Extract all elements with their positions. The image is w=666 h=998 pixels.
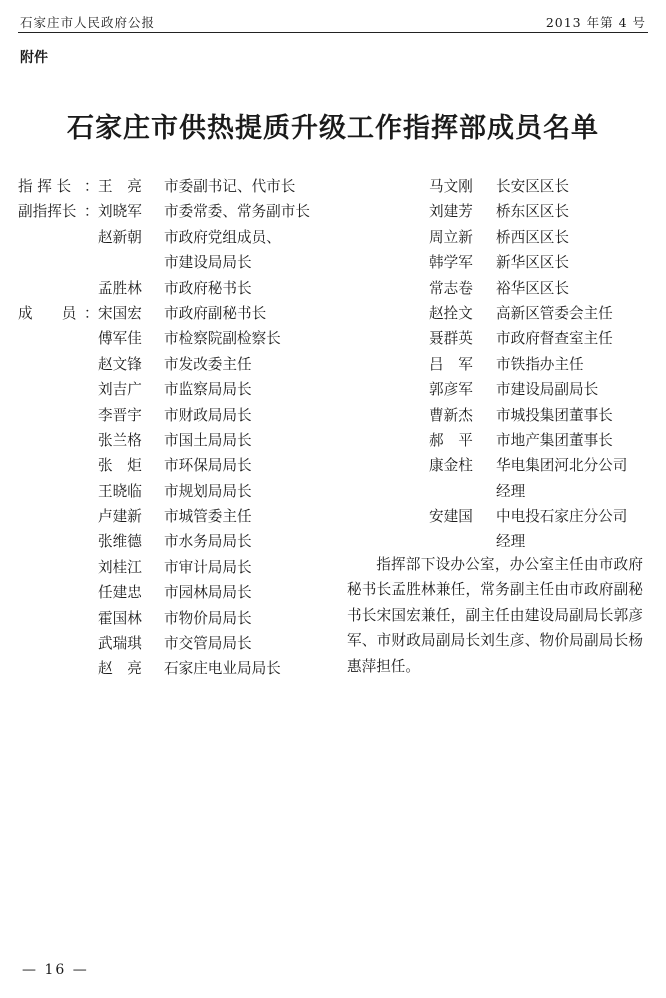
member-row xyxy=(18,504,338,529)
member-row xyxy=(347,479,647,504)
member-name: 宋国宏 xyxy=(98,304,142,322)
member-row xyxy=(18,403,338,428)
role-label: 成 员 ： xyxy=(18,304,99,322)
member-position: 市城管委主任 xyxy=(164,508,252,526)
member-name: 张维德 xyxy=(98,533,142,551)
member-position: 市交管局局长 xyxy=(164,635,252,653)
member-name: 安建国 xyxy=(429,508,473,526)
member-name: 吕 军 xyxy=(429,355,473,373)
member-row xyxy=(18,250,338,275)
member-name: 赵 亮 xyxy=(98,660,142,678)
member-row xyxy=(18,555,338,580)
member-position: 市国土局局长 xyxy=(164,431,252,449)
member-position: 市检察院副检察长 xyxy=(164,330,281,348)
member-position: 市建设局副局长 xyxy=(496,381,599,399)
member-name: 武瑞琪 xyxy=(98,635,142,653)
member-row xyxy=(18,352,338,377)
page-header xyxy=(0,0,666,36)
member-name: 刘吉广 xyxy=(98,381,142,399)
role-label: 指 挥 长 ： xyxy=(18,178,99,195)
member-position: 市物价局局长 xyxy=(164,609,252,627)
member-row xyxy=(18,479,338,504)
member-name: 卢建新 xyxy=(98,508,142,526)
member-name: 马文刚 xyxy=(429,178,473,195)
member-row xyxy=(347,174,647,199)
member-position: 市环保局局长 xyxy=(164,457,252,475)
member-name: 曹新杰 xyxy=(429,406,473,424)
member-row xyxy=(18,453,338,478)
member-name: 孟胜林 xyxy=(98,279,142,297)
role-label: 副指挥长 ： xyxy=(18,203,99,221)
member-name: 刘桂江 xyxy=(98,558,142,576)
attachment-label: 附件 xyxy=(20,50,48,66)
member-name: 王晓临 xyxy=(98,482,142,500)
document-title: 石家庄市供热提质升级工作指挥部成员名单 xyxy=(67,113,599,144)
member-row xyxy=(18,631,338,656)
member-name: 聂群英 xyxy=(429,330,473,348)
member-position: 市规划局局长 xyxy=(164,482,252,500)
member-row xyxy=(347,301,647,326)
member-position: 市委常委、常务副市长 xyxy=(164,203,310,221)
member-position: 经理 xyxy=(496,482,526,500)
member-name: 赵新朝 xyxy=(98,228,142,246)
member-name: 傅军佳 xyxy=(98,330,142,348)
member-position: 市委副书记、代市长 xyxy=(164,178,296,195)
member-name: 刘晓军 xyxy=(98,203,142,221)
member-row xyxy=(18,529,338,554)
member-position: 市审计局局长 xyxy=(164,558,252,576)
member-position: 市政府秘书长 xyxy=(164,279,252,297)
header-rule xyxy=(18,32,648,33)
member-name: 韩学军 xyxy=(429,254,473,272)
member-position: 石家庄电业局局长 xyxy=(164,660,281,678)
member-row xyxy=(347,428,647,453)
member-position: 市发改委主任 xyxy=(164,355,252,373)
member-row xyxy=(347,276,647,301)
member-row xyxy=(18,276,338,301)
page-number: — 16 — xyxy=(22,962,89,978)
member-row xyxy=(347,199,647,224)
publication-name: 石家庄市人民政府公报 xyxy=(20,15,156,30)
member-name: 霍国林 xyxy=(98,609,142,627)
member-name: 郝 平 xyxy=(429,431,473,449)
member-position: 桥西区区长 xyxy=(496,228,569,246)
member-name: 张兰格 xyxy=(98,431,142,449)
member-row xyxy=(347,453,647,478)
member-row xyxy=(347,504,647,529)
member-name: 李晋宇 xyxy=(98,406,142,424)
member-position: 市政府副秘书长 xyxy=(164,304,267,322)
member-name: 常志卷 xyxy=(429,279,473,297)
member-position: 市水务局局长 xyxy=(164,533,252,551)
member-position: 长安区区长 xyxy=(496,178,569,195)
member-row xyxy=(18,377,338,402)
member-position: 市监察局局长 xyxy=(164,381,252,399)
member-row xyxy=(347,225,647,250)
member-position: 中电投石家庄分公司 xyxy=(496,508,628,526)
member-name: 王 亮 xyxy=(98,178,142,195)
member-row xyxy=(18,199,338,224)
member-name: 赵文锋 xyxy=(98,355,142,373)
office-note: 指挥部下设办公室，办公室主任由市政府秘书长孟胜林兼任，常务副主任由市政府副秘书长宋国宏兼任，副主任由建设局副局长郭彦军、市财政局副局长刘生彦、物价局副局长杨惠萍担任。 xyxy=(347,556,643,675)
member-position: 裕华区区长 xyxy=(496,279,569,297)
member-name: 郭彦军 xyxy=(429,381,473,399)
member-position: 市政府督查室主任 xyxy=(496,330,613,348)
member-row xyxy=(347,250,647,275)
member-row xyxy=(18,326,338,351)
member-name: 张 炬 xyxy=(98,457,142,475)
member-name: 康金柱 xyxy=(429,457,473,475)
member-position: 华电集团河北分公司 xyxy=(496,457,628,475)
member-row xyxy=(18,225,338,250)
member-name: 赵拴文 xyxy=(429,304,473,322)
member-position: 市城投集团董事长 xyxy=(496,406,613,424)
member-name: 周立新 xyxy=(429,228,473,246)
member-row xyxy=(347,326,647,351)
member-position: 经理 xyxy=(496,533,526,551)
member-row xyxy=(18,606,338,631)
member-row xyxy=(18,656,338,681)
member-name: 任建忠 xyxy=(98,584,142,602)
member-row xyxy=(347,352,647,377)
member-position: 市地产集团董事长 xyxy=(496,431,613,449)
member-row xyxy=(347,377,647,402)
left-member-list xyxy=(18,174,338,682)
member-row xyxy=(18,174,338,199)
member-row xyxy=(18,428,338,453)
member-row xyxy=(347,403,647,428)
member-position: 桥东区区长 xyxy=(496,203,569,221)
member-position: 新华区区长 xyxy=(496,254,569,272)
member-position: 市政府党组成员、 xyxy=(164,228,281,246)
right-member-list xyxy=(347,174,647,555)
member-row xyxy=(18,580,338,605)
member-name: 刘建芳 xyxy=(429,203,473,221)
member-position: 市园林局局长 xyxy=(164,584,252,602)
member-position: 市财政局局长 xyxy=(164,406,252,424)
issue-number: 2013 年第 4 号 xyxy=(545,15,646,30)
member-position: 市铁指办主任 xyxy=(496,355,584,373)
member-position: 市建设局局长 xyxy=(164,254,252,272)
member-position: 高新区管委会主任 xyxy=(496,304,613,322)
member-row xyxy=(18,301,338,326)
